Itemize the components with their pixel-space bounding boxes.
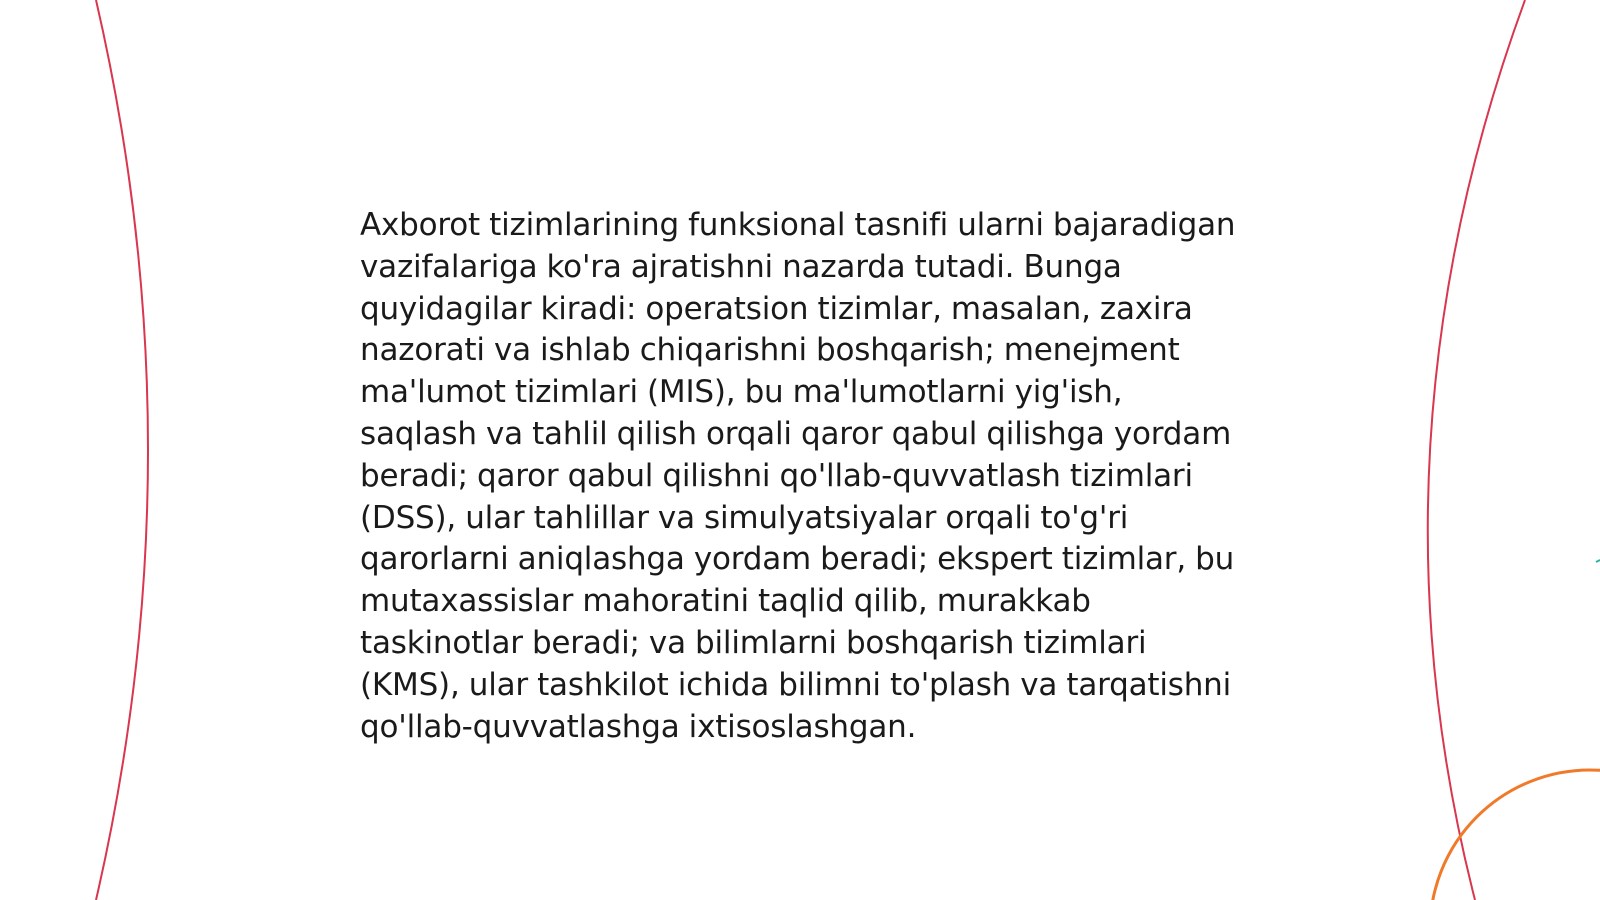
- body-paragraph: Axborot tizimlarining funksional tasnifi ularni bajaradigan vazifalariga ko'ra ajratishni nazarda tutadi. Bunga quyidagilar kiradi: operatsion tizimlar, masalan, zaxira nazorati va ishlab chiqarishni boshqarish; menejment ma'lumot tizimlari (MIS), bu ma'lumotlarni yig'ish, saqlash va tahlil qilish orqali qaror qabul qilishga yordam beradi; qaror qabul qilishni qo'llab-quvvatlash tizimlari (DSS), ular tahlillar va simulyatsiyalar orqali to'g'ri qarorlarni aniqlashga yordam beradi; ekspert tizimlar, bu mutaxassislar mahoratini taqlid qilib, murakkab taskinotlar beradi; va bilimlarni boshqarish tizimlari (KMS), ular tashkilot ichida bilimni to'plash va tarqatishni qo'llab-quvvatlashga ixtisoslashgan.: [360, 207, 1236, 745]
- teal-mark: [1596, 560, 1600, 562]
- left-curve-line: [96, 0, 148, 900]
- right-curve-line: [1428, 0, 1525, 900]
- orange-arc: [1430, 770, 1600, 900]
